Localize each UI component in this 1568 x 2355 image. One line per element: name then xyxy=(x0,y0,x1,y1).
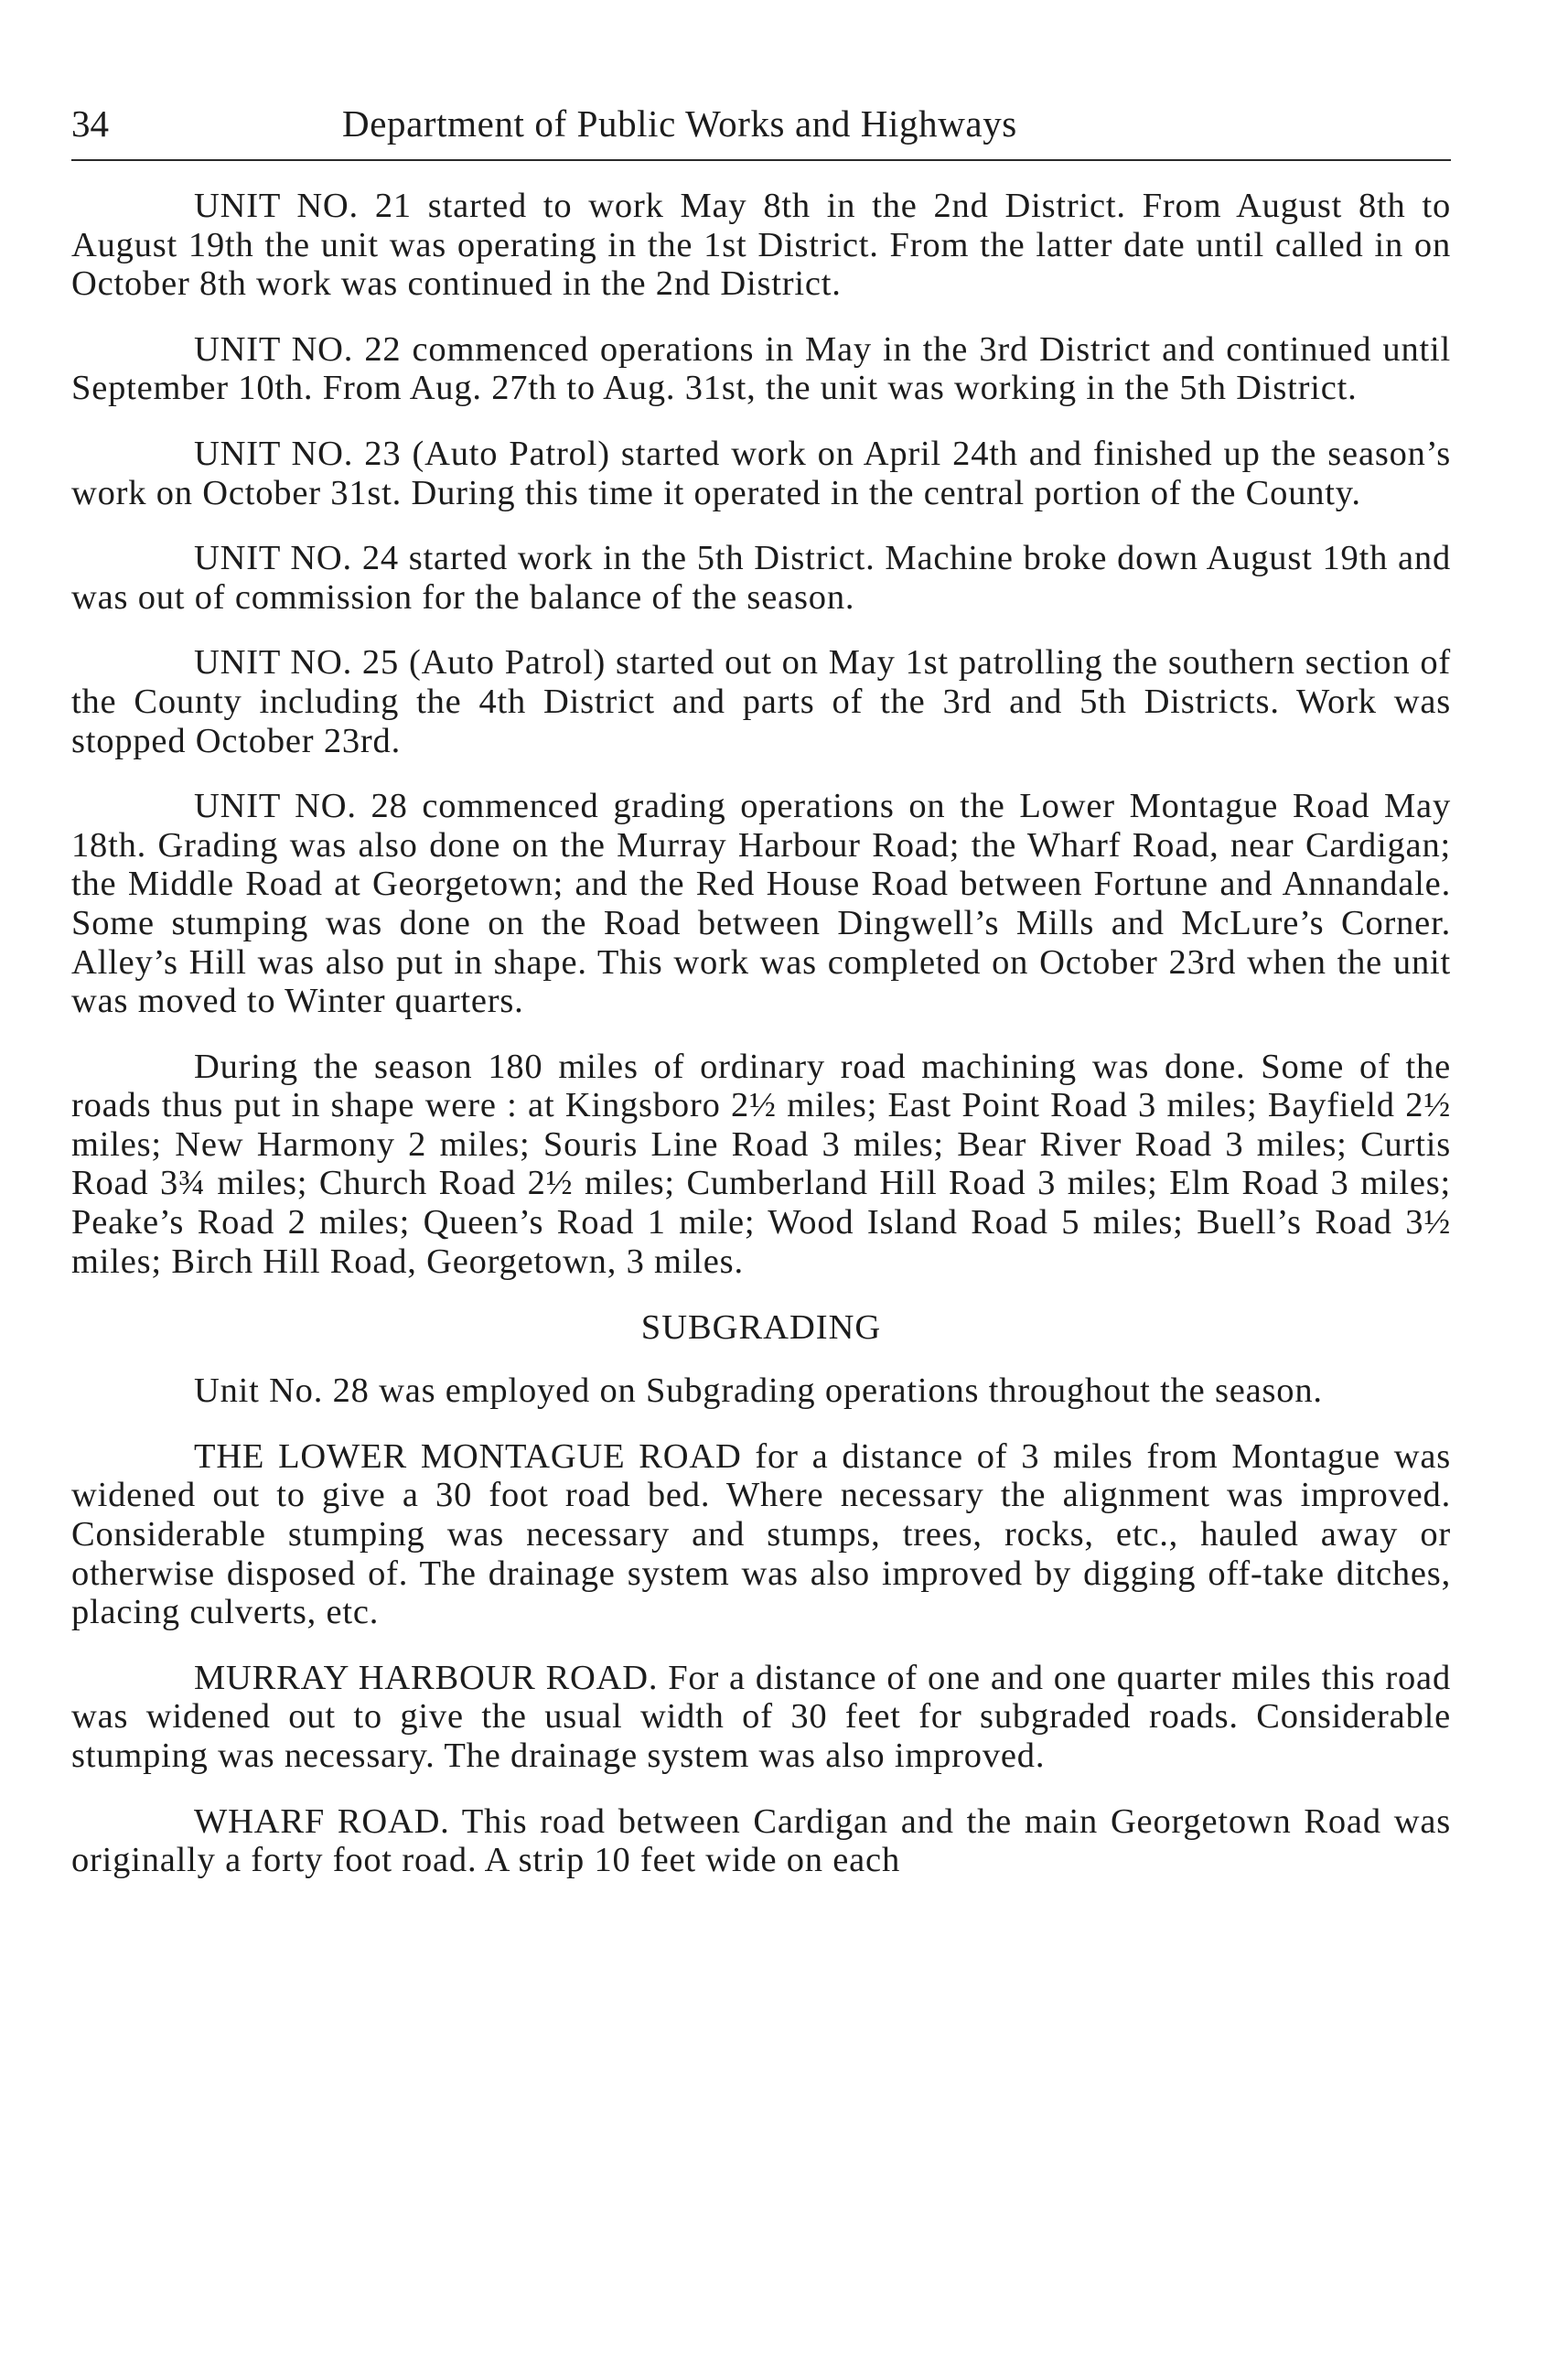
paragraph-murray-harbour-road: MURRAY HARBOUR ROAD. For a distance of one and one quarter miles this road was widened out to give the usual width of 30 feet for subgraded roads. Considerable stumping was necessary. The drainage system was also improved. xyxy=(71,1658,1451,1775)
header-rule xyxy=(71,159,1451,161)
running-title: Department of Public Works and Highways xyxy=(342,102,1017,145)
paragraph-unit-22: UNIT NO. 22 commenced operations in May in the 3rd District and continued until September 10th. From Aug. 27th to Aug. 31st, the unit was working in the 5th District. xyxy=(71,329,1451,408)
section-heading-subgrading: SUBGRADING xyxy=(640,1308,882,1348)
paragraph-unit-28-subgrading: Unit No. 28 was employed on Subgrading operations throughout the season. xyxy=(194,1371,1323,1411)
paragraph-lower-montague-road: THE LOWER MONTAGUE ROAD for a distance of 3 miles from Montague was widened out to give a 30 foot road bed. Where necessary the alignment was improved. Considerable stumping was necessary and stumps, trees, rocks, etc., hauled away or otherwise disposed of. The drainage system was also improved by digging off-take ditches, placing culverts, etc. xyxy=(71,1436,1451,1632)
body-text xyxy=(71,187,1451,1880)
paragraph-unit-23: UNIT NO. 23 (Auto Patrol) started work on April 24th and finished up the season’s work on October 31st. During this time it operated in the central portion of the County. xyxy=(71,434,1451,512)
paragraph-unit-25: UNIT NO. 25 (Auto Patrol) started out on May 1st patrolling the southern section of the County including the 4th District and parts of the 3rd and 5th Districts. Work was stopped October 23rd. xyxy=(71,643,1451,760)
running-header xyxy=(71,91,1451,156)
page-number: 34 xyxy=(71,102,109,145)
paragraph-unit-21: UNIT NO. 21 started to work May 8th in the 2nd District. From August 8th to August 19th the unit was operating in the 1st District. From the latter date until called in on October 8th work was continued in the 2nd District. xyxy=(71,187,1451,304)
paragraph-road-machining: During the season 180 miles of ordinary road machining was done. Some of the roads thus put in shape were : at Kingsboro 2½ miles; East Point Road 3 miles; Bayfield 2½ miles; New Harmony 2 miles; Souris Line Road 3 miles; Bear River Road 3 miles; Curtis Road 3¾ miles; Church Road 2½ miles; Cumberland Hill Road 3 miles; Elm Road 3 miles; Peake’s Road 2 miles; Queen’s Road 1 mile; Wood Island Road 5 miles; Buell’s Road 3½ miles; Birch Hill Road, Georgetown, 3 miles. xyxy=(71,1047,1451,1281)
paragraph-unit-24: UNIT NO. 24 started work in the 5th District. Machine broke down August 19th and was out of commission for the balance of the season. xyxy=(71,539,1451,617)
paragraph-unit-28: UNIT NO. 28 commenced grading operations on the Lower Montague Road May 18th. Grading was also done on the Murray Harbour Road; the Wharf Road, near Cardigan; the Middle Road at Georgetown; and the Red House Road between Fortune and Annandale. Some stumping was done on the Road between Dingwell’s Mills and McLure’s Corner. Alley’s Hill was also put in shape. This work was completed on October 23rd when the unit was moved to Winter quarters. xyxy=(71,787,1451,1021)
document-page xyxy=(71,91,1451,1907)
paragraph-wharf-road: WHARF ROAD. This road between Cardigan and the main Georgetown Road was originally a forty foot road. A strip 10 feet wide on each xyxy=(71,1801,1451,1880)
